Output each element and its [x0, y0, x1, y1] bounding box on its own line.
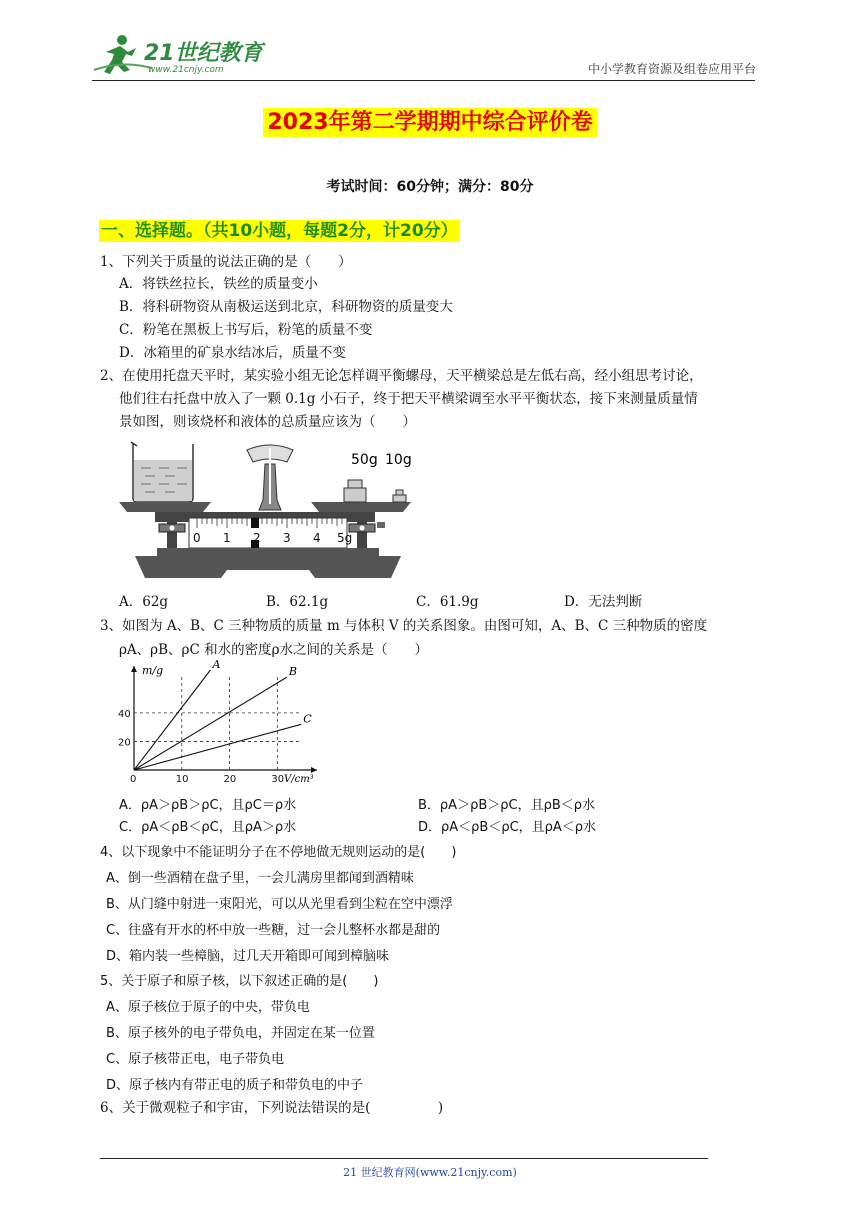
- q4-option-d[interactable]: D、箱内装一些樟脑，过几天开箱即可闻到樟脑味: [106, 949, 390, 964]
- q3-option-b[interactable]: B．ρA＞ρB＞ρC，且ρB＜ρ水: [418, 798, 595, 813]
- footer-divider: [100, 1158, 708, 1159]
- q2-option-a[interactable]: A．62g: [119, 594, 169, 610]
- footer-text[interactable]: 21 世纪教育网(www.21cnjy.com): [343, 1166, 517, 1179]
- left-balance-nut-icon: [159, 518, 185, 552]
- q4-option-c[interactable]: C、往盛有开水的杯中放一些糖，过一会儿整杯水都是甜的: [106, 923, 441, 938]
- q4-option-b[interactable]: B、从门缝中射进一束阳光，可以从光里看到尘粒在空中漂浮: [106, 897, 453, 912]
- page-title-text: 2023年第二学期期中综合评价卷: [263, 108, 596, 137]
- q4-option-a[interactable]: A、倒一些酒精在盘子里，一会儿满房里都闻到酒精味: [106, 871, 414, 886]
- y-tick-label: 20: [118, 737, 131, 749]
- scale-tick-label: 3: [283, 531, 291, 545]
- scale-tick-label: 0: [193, 531, 201, 545]
- q5-option-b[interactable]: B、原子核外的电子带负电，并固定在某一位置: [106, 1026, 375, 1041]
- series-label-c: C: [303, 712, 312, 726]
- scale-tick-label: 2: [253, 531, 261, 545]
- x-tick-label: 30: [271, 774, 285, 785]
- svg-text:21世纪教育: 21世纪教育: [144, 41, 263, 66]
- q5-option-d[interactable]: D、原子核内有带正电的质子和带负电的中子: [106, 1078, 364, 1093]
- q5-option-c[interactable]: C、原子核带正电，电子带负电: [106, 1052, 285, 1067]
- x-axis-label: V/cm³: [284, 774, 314, 785]
- right-balance-nut-icon: [349, 518, 385, 552]
- page-title: [0, 105, 860, 136]
- q2-option-c[interactable]: C．61.9g: [416, 594, 479, 610]
- scale-tick-label: 1: [223, 531, 231, 545]
- q1-option-d[interactable]: D．冰箱里的矿泉水结冰后，质量不变: [119, 345, 346, 361]
- logo: [92, 30, 272, 82]
- x-tick-label: 10: [175, 774, 189, 785]
- x-tick-label: 20: [223, 774, 237, 785]
- q3-option-c[interactable]: C．ρA＜ρB＜ρC，且ρA＞ρ水: [119, 820, 297, 835]
- section-heading-text: 一、选择题。（共10小题，每题2分，计20分）: [101, 221, 458, 241]
- q1-option-c[interactable]: C．粉笔在黑板上书写后，粉笔的质量不变: [119, 322, 373, 338]
- series-label-a: A: [212, 660, 221, 671]
- q3-rho-prefix: ρA、ρB、ρC: [119, 642, 200, 658]
- weight-label-50g: 50g: [351, 452, 378, 468]
- rider-icon: [251, 518, 259, 528]
- q3-stem-line1: 3、如图为 A、B、C 三种物质的质量 m 与体积 V 的关系图象。由图可知，A、B、C 三种物质的密度: [100, 618, 708, 634]
- q3-option-d[interactable]: D．ρA＜ρB＜ρC，且ρA＜ρ水: [418, 820, 597, 835]
- q2-option-d[interactable]: D．无法判断: [564, 594, 643, 610]
- q2-stem-line3: 景如图，则该烧杯和液体的总质量应该为（ ）: [119, 414, 416, 430]
- weights-icon: [344, 480, 406, 502]
- q2-option-b[interactable]: B．62.1g: [266, 594, 329, 610]
- q3-stem-line2: [119, 640, 428, 660]
- q3-option-a[interactable]: A．ρA＞ρB＞ρC，且ρC＝ρ水: [119, 798, 297, 813]
- q2-stem-line1: 2、在使用托盘天平时，某实验小组无论怎样调平衡螺母，天平横梁总是左低右高，经小组思考讨论，: [100, 368, 703, 384]
- scale-tick-label: 4: [313, 531, 321, 545]
- pointer-dial-icon: [247, 445, 293, 510]
- q5-stem: 5、关于原子和原子核，以下叙述正确的是( ): [100, 974, 379, 989]
- balance-figure: [115, 440, 415, 585]
- header-platform-text: 中小学教育资源及组卷应用平台: [587, 62, 756, 76]
- series-label-b: B: [288, 665, 297, 679]
- beaker-icon: [131, 442, 193, 502]
- series-line-a: [134, 670, 210, 770]
- series-line-c: [134, 724, 301, 770]
- q2-stem-line2: 他们往右托盘中放入了一颗 0.1g 小石子，终于把天平横梁调至水平平衡状态，接下来测量质量情: [119, 391, 698, 407]
- header-divider: [92, 80, 755, 81]
- mass-volume-chart: [112, 660, 332, 790]
- q6-stem: 6、关于微观粒子和宇宙，下列说法错误的是( ): [100, 1100, 444, 1116]
- weight-label-10g: 10g: [385, 452, 412, 468]
- x-tick-label: 0: [130, 774, 137, 785]
- q3-stem-line2-text: 和水的密度ρ水之间的关系是（ ）: [204, 642, 429, 658]
- q5-option-a[interactable]: A、原子核位于原子的中央，带负电: [106, 1000, 310, 1015]
- q1-option-a[interactable]: A．将铁丝拉长，铁丝的质量变小: [119, 276, 318, 292]
- y-axis-label: m/g: [142, 664, 164, 677]
- exam-info: 考试时间：60分钟；满分：80分: [326, 179, 534, 195]
- q1-option-b[interactable]: B．将科研物资从南极运送到北京，科研物资的质量变大: [119, 299, 453, 315]
- y-tick-label: 40: [118, 708, 131, 720]
- section-heading: [99, 216, 460, 241]
- q4-stem: 4、以下现象中不能证明分子在不停地做无规则运动的是( ): [100, 845, 457, 860]
- scale-tick-label: 5g: [337, 531, 353, 545]
- logo-url: www.21cnjy.com: [148, 65, 224, 75]
- series-line-b: [134, 677, 287, 770]
- q1-stem: 1、下列关于质量的说法正确的是（ ）: [100, 254, 352, 270]
